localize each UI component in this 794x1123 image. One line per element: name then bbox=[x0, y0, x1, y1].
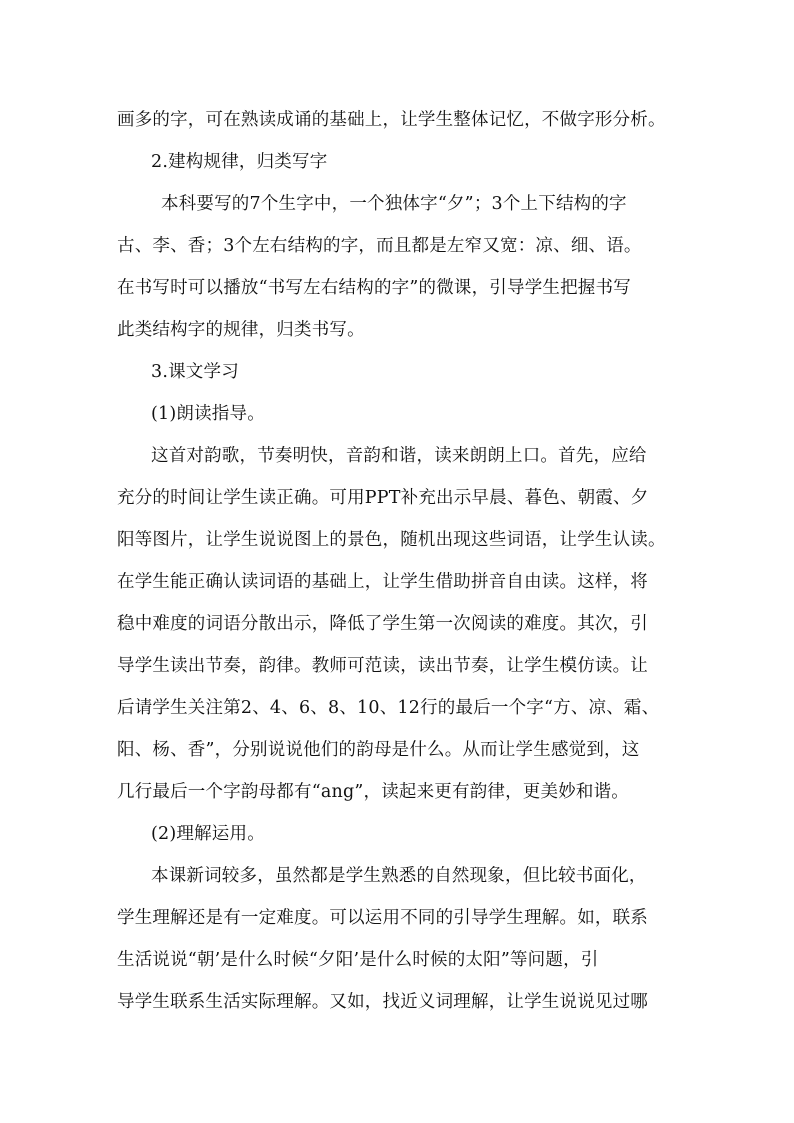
text-line: 阳等图片，让学生说说图上的景色，随机出现这些词语，让学生认读。 bbox=[117, 530, 666, 550]
text-line: 在书写时可以播放“书写左右结构的字”的微课，引导学生把握书写 bbox=[117, 278, 631, 298]
document-body bbox=[117, 99, 682, 1023]
text-line: 导学生联系生活实际理解。又如，找近义词理解，让学生说说见过哪 bbox=[117, 992, 648, 1012]
text-line: 后请学生关注第2、4、6、8、10、12行的最后一个字“方、凉、霜、 bbox=[117, 698, 660, 718]
subsection-heading: (1)朗读指导。 bbox=[151, 404, 265, 424]
text-line: 在学生能正确认读词语的基础上，让学生借助拼音自由读。这样，将 bbox=[117, 572, 648, 592]
text-line: 此类结构字的规律，归类书写。 bbox=[117, 320, 365, 340]
subsection-heading: (2)理解运用。 bbox=[151, 824, 265, 844]
text-line: 阳、杨、香”，分别说说他们的韵母是什么。从而让学生感觉到，这 bbox=[117, 740, 640, 760]
text-line: 古、李、香；3个左右结构的字，而且都是左窄又宽：凉、细、语。 bbox=[117, 236, 642, 256]
text-line: 学生理解还是有一定难度。可以运用不同的引导学生理解。如，联系 bbox=[117, 908, 648, 928]
section-heading: 2.建构规律，归类写字 bbox=[151, 152, 328, 172]
text-line: 生活说说“朝’是什么时候“夕阳’是什么时候的太阳”等问题，引 bbox=[117, 950, 599, 970]
text-line: 几行最后一个字韵母都有“ang”，读起来更有韵律，更美妙和谐。 bbox=[117, 782, 629, 802]
text-line: 稳中难度的词语分散出示，降低了学生第一次阅读的难度。其次，引 bbox=[117, 614, 648, 634]
text-line: 画多的字，可在熟读成诵的基础上，让学生整体记忆，不做字形分析。 bbox=[117, 110, 666, 130]
text-line: 这首对韵歌，节奏明快，音韵和谐，读来朗朗上口。首先，应给 bbox=[151, 446, 647, 466]
text-line: 充分的时间让学生读正确。可用PPT补充出示早晨、暮色、朝霞、夕 bbox=[117, 488, 649, 508]
text-line: 本科要写的7个生字中，一个独体字“夕”；3个上下结构的字 bbox=[161, 194, 627, 214]
text-line: 导学生读出节奏，韵律。教师可范读，读出节奏，让学生模仿读。让 bbox=[117, 656, 648, 676]
section-heading: 3.课文学习 bbox=[151, 362, 239, 382]
text-line: 本课新词较多，虽然都是学生熟悉的自然现象，但比较书面化， bbox=[151, 866, 647, 886]
